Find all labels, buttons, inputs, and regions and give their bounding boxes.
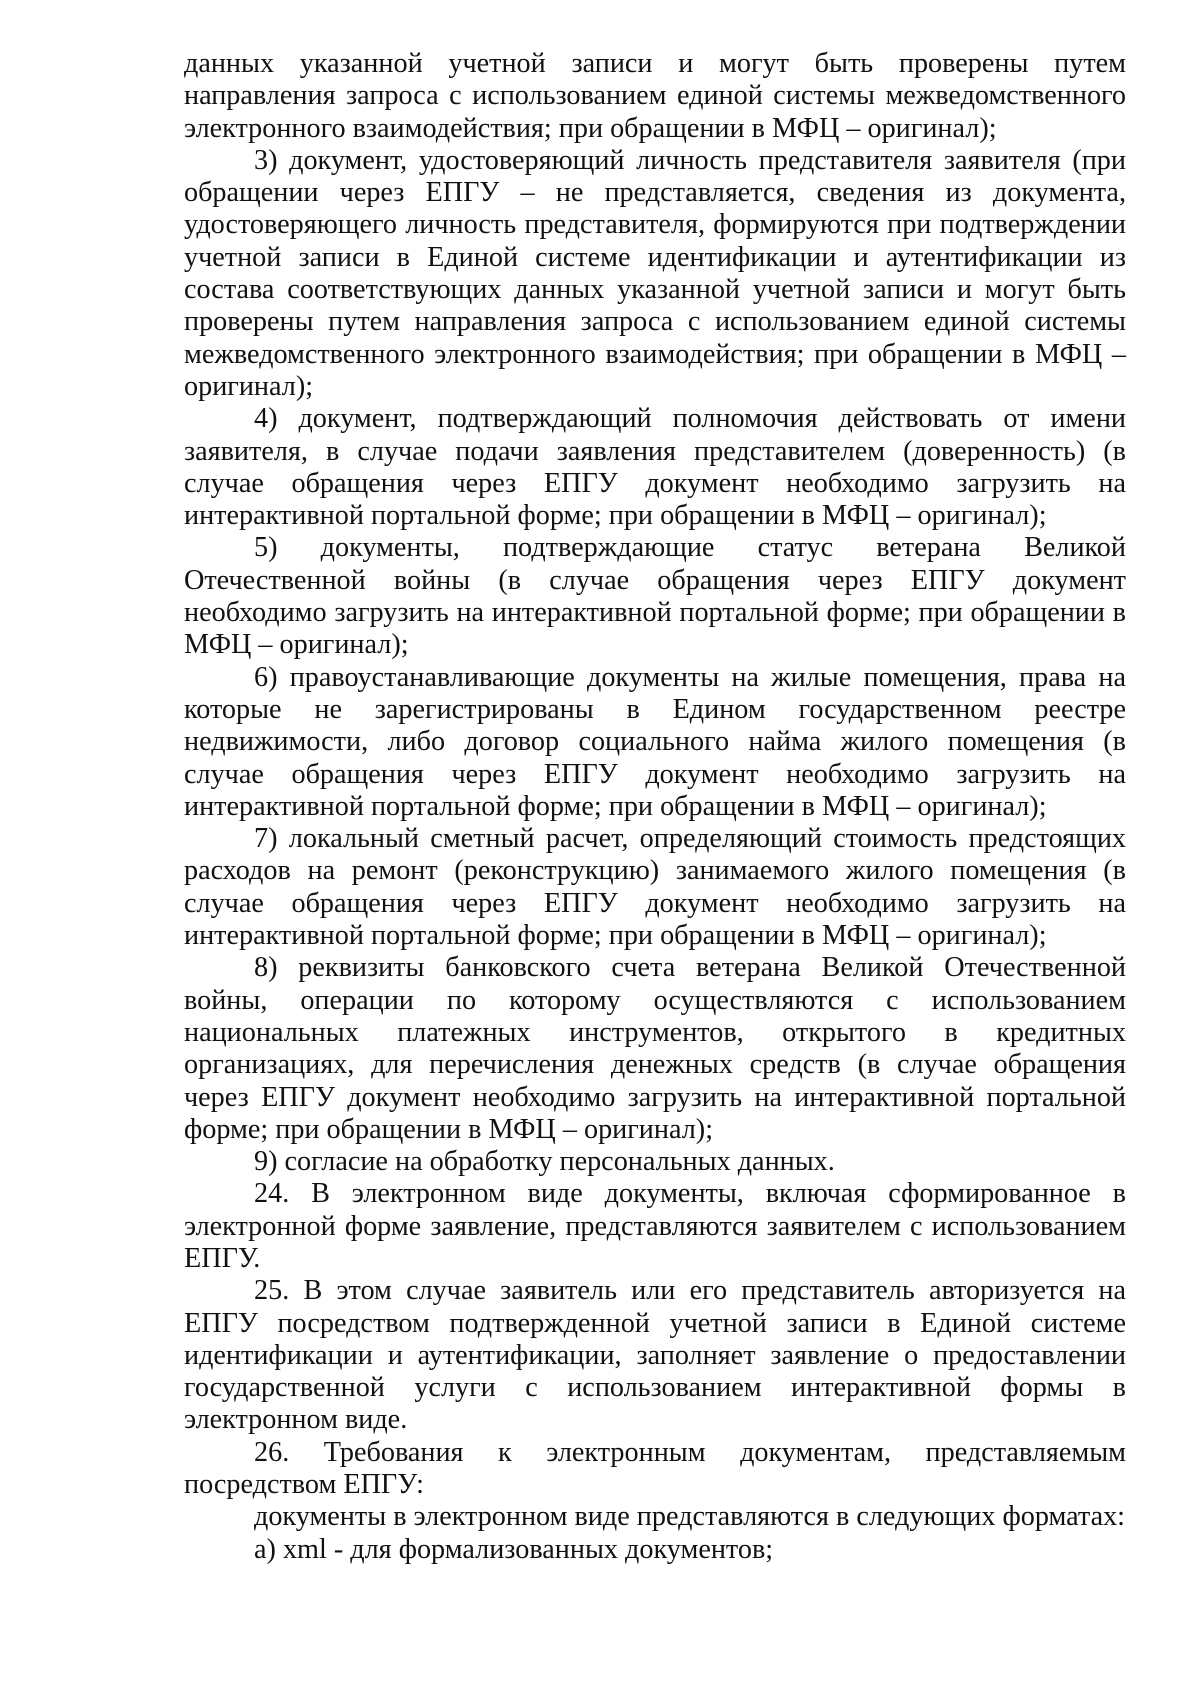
document-page [184,48,1126,1566]
paragraph-item-4: 4) документ, подтверждающий полномочия действовать от имени заявителя, в случае подачи заявления представителем (доверенность) (в случае обращения через ЕПГУ документ необходимо загрузить на интерактивной портальной форме; при обращении в МФЦ – оригинал); [184,403,1126,532]
paragraph-item-7: 7) локальный сметный расчет, определяющий стоимость предстоящих расходов на ремонт (реконструкцию) занимаемого жилого помещения (в случае обращения через ЕПГУ документ необходимо загрузить на интерактивной портальной форме; при обращении в МФЦ – оригинал); [184,823,1126,952]
paragraph-format-a: а) xml - для формализованных документов; [254,1533,774,1565]
paragraph-25: 25. В этом случае заявитель или его представитель авторизуется на ЕПГУ посредством подтвержденной учетной записи в Единой системе идентификации и аутентификации, заполняет заявление о предоставлении государственной услуги с использованием интерактивной формы в электронном виде. [184,1275,1126,1436]
paragraph-24: 24. В электронном виде документы, включая сформированное в электронной форме заявление, представляются заявителем с использованием ЕПГУ. [184,1178,1126,1274]
paragraph-formats-intro: документы в электронном виде представляются в следующих форматах: [254,1501,1126,1533]
paragraph-item-6: 6) правоустанавливающие документы на жилые помещения, права на которые не зарегистрированы в Едином государственном реестре недвижимости, либо договор социального найма жилого помещения (в случае обращения через ЕПГУ документ необходимо загрузить на интерактивной портальной форме; при обращении в МФЦ – оригинал); [184,661,1126,822]
paragraph-item-9: 9) согласие на обработку персональных данных. [254,1146,835,1178]
paragraph-26: 26. Требования к электронным документам, представляемым посредством ЕПГУ: [184,1436,1126,1501]
paragraph-item-3: 3) документ, удостоверяющий личность представителя заявителя (при обращении через ЕПГУ – не представляется, сведения из документа, удостоверяющего личность представителя, формируются при подтверждении учетной записи в Единой системе идентификации и аутентификации из состава соответствующих данных указанной учетной записи и могут быть проверены путем направления запроса с использованием единой системы межведомственного электронного взаимодействия; при обращении в МФЦ – оригинал); [184,144,1126,402]
paragraph-item-5: 5) документы, подтверждающие статус ветерана Великой Отечественной войны (в случае обращения через ЕПГУ документ необходимо загрузить на интерактивной портальной форме; при обращении в МФЦ – оригинал); [184,532,1126,661]
paragraph-continuation: данных указанной учетной записи и могут быть проверены путем направления запроса с использованием единой системы межведомственного электронного взаимодействия; при обращении в МФЦ – оригинал); [184,48,1126,144]
paragraph-item-8: 8) реквизиты банковского счета ветерана Великой Отечественной войны, операции по которому осуществляются с использованием национальных платежных инструментов, открытого в кредитных организациях, для перечисления денежных средств (в случае обращения через ЕПГУ документ необходимо загрузить на интерактивной портальной форме; при обращении в МФЦ – оригинал); [184,952,1126,1145]
